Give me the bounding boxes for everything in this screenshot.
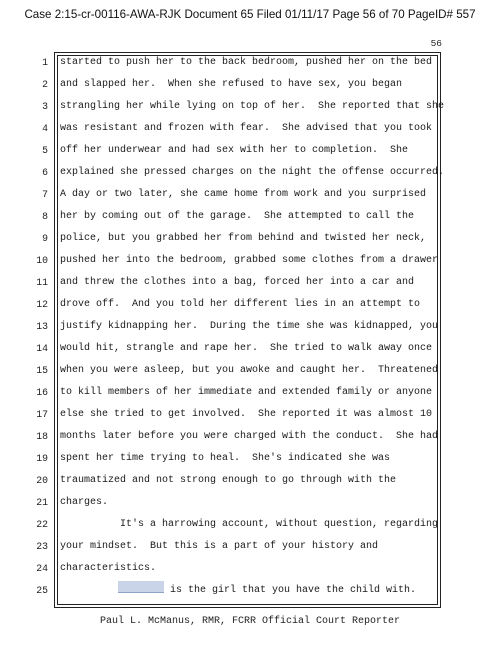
- line-text: traumatized and not strong enough to go through with the: [60, 475, 397, 486]
- line-text: A day or two later, she came home from work and you surprised: [60, 189, 427, 200]
- transcript-line: [0, 426, 500, 448]
- transcript-line: [0, 316, 500, 338]
- line-text: is the girl that you have the child with.: [170, 585, 417, 596]
- transcript-line: [0, 162, 500, 184]
- line-text: explained she pressed charges on the night the offense occurred.: [60, 167, 445, 178]
- line-number: 8: [42, 211, 48, 222]
- line-number: 7: [42, 189, 48, 200]
- transcript-line: [0, 228, 500, 250]
- line-text: was resistant and frozen with fear. She advised that you took: [60, 123, 433, 134]
- line-number: 3: [42, 101, 48, 112]
- transcript-line: [0, 404, 500, 426]
- line-text-redacted: [118, 580, 498, 602]
- document-header: Case 2:15-cr-00116-AWA-RJK Document 65 Filed 01/11/17 Page 56 of 70 PageID# 557: [24, 8, 476, 21]
- transcript-line: [0, 382, 500, 404]
- transcript-line: [0, 140, 500, 162]
- line-text: spent her time trying to heal. She's indicated she was: [60, 453, 391, 464]
- transcript-line: [0, 360, 500, 382]
- line-text: and threw the clothes into a bag, forced her into a car and: [60, 277, 415, 288]
- line-number: 19: [36, 453, 48, 464]
- redaction-box: [118, 581, 164, 593]
- line-number: 23: [36, 541, 48, 552]
- line-text: drove off. And you told her different lies in an attempt to: [60, 299, 421, 310]
- line-number: 11: [36, 277, 48, 288]
- transcript-line: [0, 338, 500, 360]
- line-number: 5: [42, 145, 48, 156]
- line-text: to kill members of her immediate and extended family or anyone: [60, 387, 433, 398]
- transcript-line: [0, 470, 500, 492]
- line-number: 10: [36, 255, 48, 266]
- line-text: characteristics.: [60, 563, 157, 574]
- line-text: when you were asleep, but you awoke and caught her. Threatened: [60, 365, 439, 376]
- line-text: your mindset. But this is a part of your history and: [60, 541, 379, 552]
- line-text: charges.: [60, 497, 109, 508]
- transcript-line: [0, 558, 500, 580]
- transcript-line: [0, 514, 500, 536]
- line-number: 6: [42, 167, 48, 178]
- line-number: 4: [42, 123, 48, 134]
- transcript-line: [0, 250, 500, 272]
- line-text: pushed her into the bedroom, grabbed some clothes from a drawer: [60, 255, 439, 266]
- line-number: 21: [36, 497, 48, 508]
- line-number: 1: [42, 57, 48, 68]
- line-text: and slapped her. When she refused to have sex, you began: [60, 79, 403, 90]
- line-text: police, but you grabbed her from behind and twisted her neck,: [60, 233, 427, 244]
- line-number: 2: [42, 79, 48, 90]
- line-number: 9: [42, 233, 48, 244]
- line-number: 18: [36, 431, 48, 442]
- line-number: 12: [36, 299, 48, 310]
- transcript-line: [0, 492, 500, 514]
- line-text: justify kidnapping her. During the time she was kidnapped, you: [60, 321, 439, 332]
- line-number: 13: [36, 321, 48, 332]
- transcript-line: [0, 74, 500, 96]
- line-number: 22: [36, 519, 48, 530]
- line-number: 24: [36, 563, 48, 574]
- transcript-line: [0, 294, 500, 316]
- transcript-line: [0, 184, 500, 206]
- transcript-line: [0, 580, 500, 602]
- transcript-line: [0, 272, 500, 294]
- line-text: off her underwear and had sex with her to completion. She: [60, 145, 409, 156]
- line-text: strangling her while lying on top of her. She reported that she: [60, 101, 445, 112]
- line-number: 16: [36, 387, 48, 398]
- line-number: 15: [36, 365, 48, 376]
- transcript-line: [0, 448, 500, 470]
- line-number: 25: [36, 585, 48, 596]
- line-text: months later before you were charged with the conduct. She had: [60, 431, 439, 442]
- transcript-line: [0, 536, 500, 558]
- line-number: 17: [36, 409, 48, 420]
- line-number: 20: [36, 475, 48, 486]
- line-text: started to push her to the back bedroom, pushed her on the bed: [60, 57, 433, 68]
- page-number: 56: [430, 38, 442, 49]
- line-text: else she tried to get involved. She reported it was almost 10: [60, 409, 433, 420]
- line-text: It's a harrowing account, without question, regarding: [120, 519, 439, 530]
- line-text: would hit, strangle and rape her. She tried to walk away once: [60, 343, 433, 354]
- line-text: her by coming out of the garage. She attempted to call the: [60, 211, 415, 222]
- transcript-line: [0, 96, 500, 118]
- court-reporter-footer: Paul L. McManus, RMR, FCRR Official Court Reporter: [99, 616, 401, 627]
- transcript-line: [0, 206, 500, 228]
- transcript-line: [0, 52, 500, 74]
- line-number: 14: [36, 343, 48, 354]
- transcript-line: [0, 118, 500, 140]
